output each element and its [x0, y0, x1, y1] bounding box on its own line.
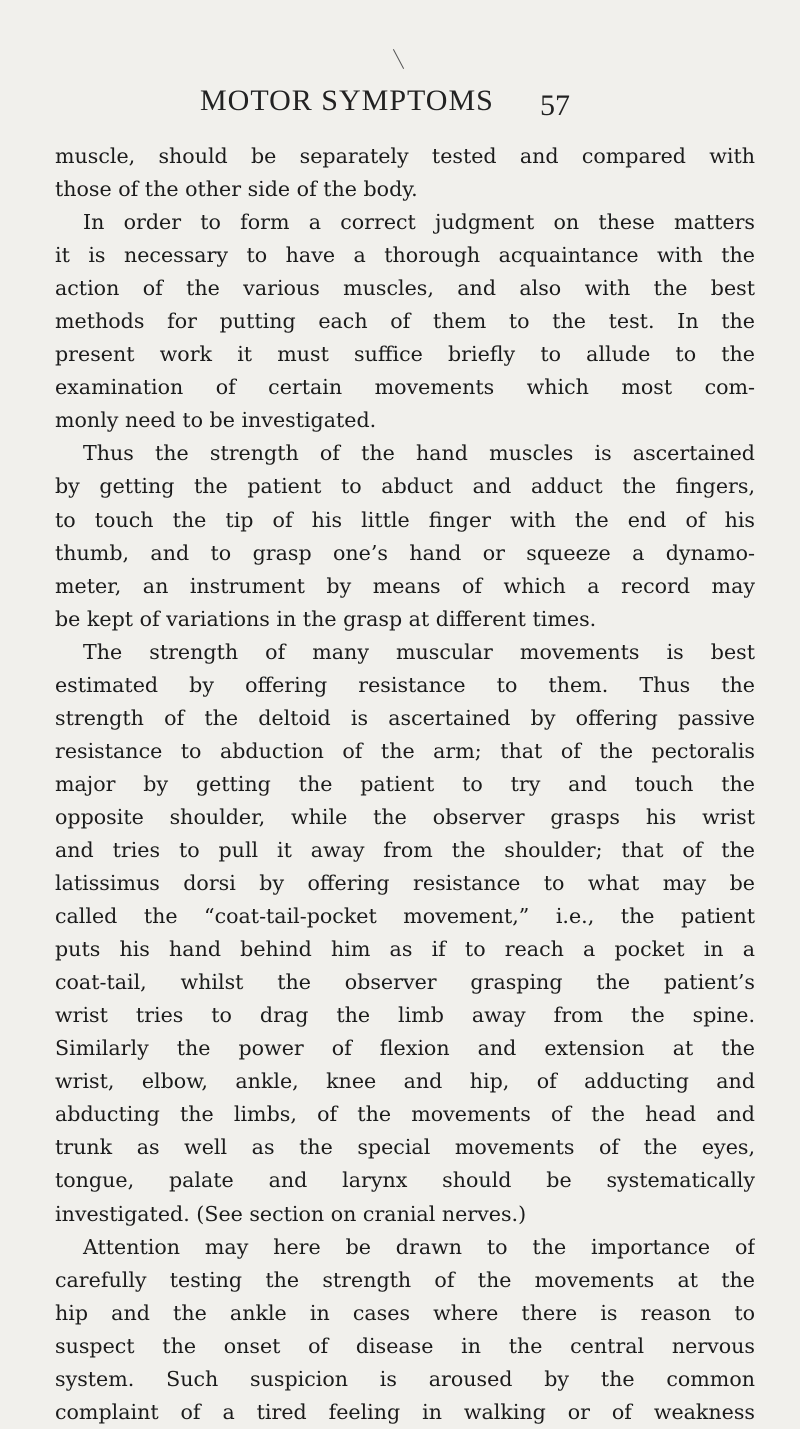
text-line: called the “coat-tail-pocket movement,” i.e., the patient — [55, 904, 755, 929]
body-text — [55, 140, 755, 1429]
text-line: Attention may here be drawn to the importance of — [83, 1234, 755, 1259]
text-line: strength of the deltoid is ascertained by offering passive — [55, 705, 755, 730]
text-line: carefully testing the strength of the movements at the — [55, 1267, 755, 1292]
text-line: Similarly the power of flexion and extension at the — [55, 1036, 755, 1061]
page-number: 57 — [540, 89, 570, 122]
text-line: thumb, and to grasp one’s hand or squeeze a dynamo- — [55, 540, 755, 565]
text-line: In order to form a correct judgment on these matters — [83, 210, 755, 235]
text-line: be kept of variations in the grasp at different times. — [55, 606, 597, 631]
text-line: and tries to pull it away from the shoulder; that of the — [55, 837, 755, 862]
text-line: trunk as well as the special movements of the eyes, — [55, 1135, 755, 1160]
text-line: Thus the strength of the hand muscles is ascertained — [83, 441, 755, 466]
text-line: it is necessary to have a thorough acquaintance with the — [55, 243, 755, 268]
text-line: wrist tries to drag the limb away from the spine. — [55, 1003, 755, 1028]
text-line: muscle, should be separately tested and compared with — [55, 144, 755, 168]
text-line: hip and the ankle in cases where there is reason to — [55, 1300, 755, 1325]
text-line: investigated. (See section on cranial nerves.) — [55, 1201, 527, 1226]
text-line: major by getting the patient to try and touch the — [55, 771, 755, 796]
chapter-title: MOTOR SYMPTOMS — [200, 84, 494, 117]
print-mark — [393, 49, 404, 69]
text-line: methods for putting each of them to the test. In the — [55, 309, 755, 334]
running-head — [0, 84, 800, 124]
text-line: resistance to abduction of the arm; that of the pectoralis — [55, 738, 755, 763]
text-line: to touch the tip of his little finger with the end of his — [55, 507, 755, 532]
text-line: those of the other side of the body. — [55, 177, 418, 202]
text-line: abducting the limbs, of the movements of the head and — [55, 1102, 755, 1127]
text-line: monly need to be investigated. — [55, 408, 377, 433]
text-line: coat-tail, whilst the observer grasping the patient’s — [55, 970, 755, 995]
text-line: estimated by offering resistance to them. Thus the — [55, 672, 755, 697]
text-line: examination of certain movements which most com- — [55, 375, 755, 400]
text-line: meter, an instrument by means of which a record may — [55, 573, 755, 598]
text-line: puts his hand behind him as if to reach a pocket in a — [55, 937, 755, 962]
text-line: opposite shoulder, while the observer grasps his wrist — [55, 804, 755, 829]
text-line: action of the various muscles, and also with the best — [55, 276, 755, 301]
text-line: suspect the onset of disease in the central nervous — [55, 1333, 755, 1358]
text-line: present work it must suffice briefly to allude to the — [55, 342, 755, 367]
text-line: system. Such suspicion is aroused by the common — [55, 1366, 755, 1391]
text-line: The strength of many muscular movements is best — [83, 639, 755, 664]
text-line: wrist, elbow, ankle, knee and hip, of adducting and — [55, 1069, 755, 1094]
text-line: latissimus dorsi by offering resistance to what may be — [55, 871, 755, 896]
text-line: complaint of a tired feeling in walking or of weakness — [55, 1399, 755, 1424]
text-line: tongue, palate and larynx should be systematically — [55, 1168, 755, 1193]
text-line: by getting the patient to abduct and adduct the fingers, — [55, 474, 755, 499]
